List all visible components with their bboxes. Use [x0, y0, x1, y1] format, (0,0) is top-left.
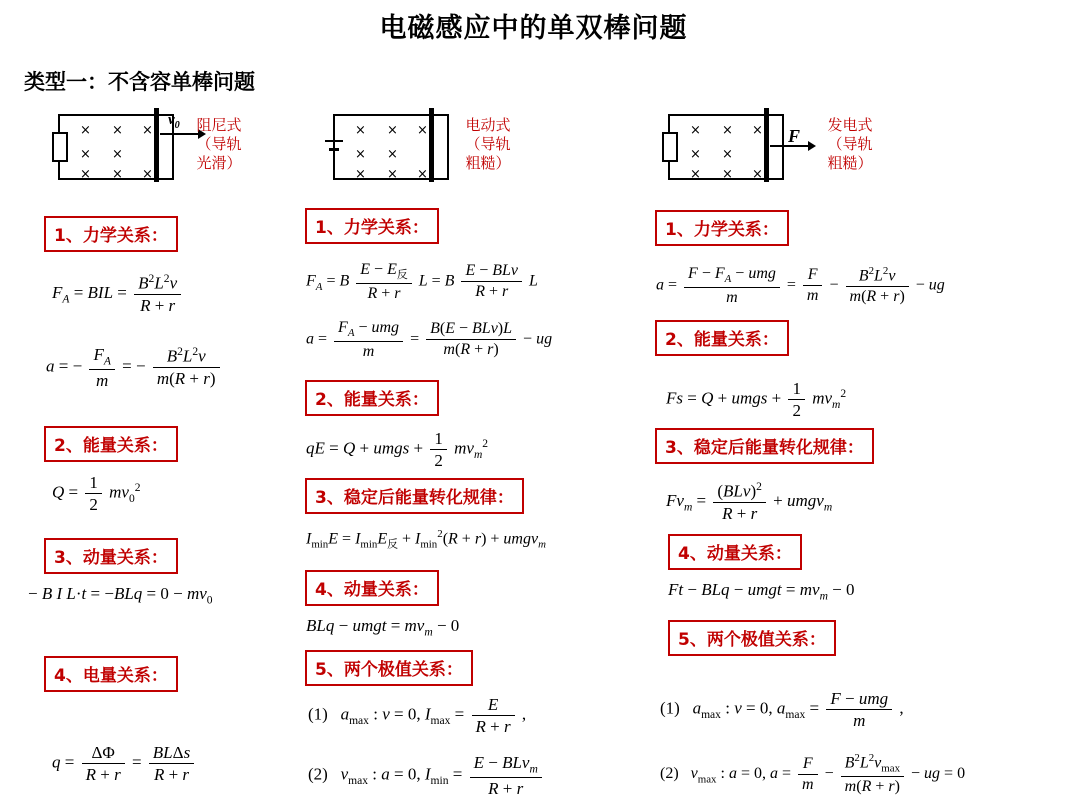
field-marker: ×	[752, 167, 763, 182]
heading-damping-momentum: 3、动量关系：	[44, 538, 178, 574]
heading-motor-steady-energy: 3、稳定后能量转化规律：	[305, 478, 524, 514]
diagram-damping-rod	[154, 108, 159, 182]
field-marker: ×	[112, 167, 123, 182]
field-marker: ×	[690, 123, 701, 138]
field-marker: ×	[722, 167, 733, 182]
heading-generator-steady-energy: 3、稳定后能量转化规律：	[655, 428, 874, 464]
diagram-damping	[50, 110, 242, 185]
heading-generator-momentum: 4、动量关系：	[668, 534, 802, 570]
diagram-generator-label-l3: 粗糙）	[827, 154, 873, 172]
formula-motor-FA: $F_A = B$ $\frac{E - E_反}{R + r}$ L = B $\frac{\text{E − BLv}}{R + r}$ L	[306, 261, 538, 302]
formula-damping-impulse: − B I $L\cdot t = -BLq = 0 - mv_0$	[28, 584, 213, 607]
field-marker: ×	[387, 123, 398, 138]
diagram-generator	[660, 110, 873, 185]
velocity-label: $v_0$	[168, 112, 180, 131]
formula-motor-a: a = $\frac{F_A - umg}{m}$ = $\frac{\text{B(E − BLv)L}}{m(R + r)}$ − ug	[306, 319, 553, 360]
diagram-motor	[325, 110, 511, 185]
diagram-damping-label-l2: （导轨	[196, 135, 242, 153]
field-marker: ×	[690, 167, 701, 182]
formula-motor-Imin: $I_{min}E = I_{min}E_反 + I_{min}^2(R + r)$ + umgv$_m$	[306, 528, 546, 551]
diagram-motor-label-l1: 电动式	[465, 116, 511, 134]
formula-motor-qE: qE = Q + umgs + $\frac{1}{2}$ $mv_m^2$	[306, 429, 489, 471]
field-marker: ×	[722, 123, 733, 138]
heading-generator-extremes: 5、两个极值关系：	[668, 620, 836, 656]
heading-motor-momentum: 4、动量关系：	[305, 570, 439, 606]
field-marker: ×	[417, 167, 428, 182]
field-marker: ×	[355, 123, 366, 138]
formula-motor-extreme-1: (1) $a_{max}$ : v = 0, $I_{max}$ = $\frac{E}{R + r}$ ,	[308, 695, 527, 737]
field-marker: ×	[722, 147, 733, 162]
diagram-damping-label-l3: 光滑）	[196, 154, 242, 172]
diagram-motor-battery-short	[329, 148, 339, 151]
diagram-motor-label-l3: 粗糙）	[465, 154, 511, 172]
heading-damping-mechanics: 1、力学关系：	[44, 216, 178, 252]
formula-generator-Fvm: $Fv_m$ = $\frac{(BLv)^2}{R + r}$ + umgv$_m$	[666, 480, 833, 523]
diagram-motor-label	[451, 116, 525, 173]
formula-damping-q: q = $\frac{\Delta\Phi}{R + r}$ = $\frac{\text{BLΔs}}{R + r}$	[52, 742, 197, 786]
field-marker: ×	[112, 147, 123, 162]
formula-generator-extreme-1: (1) $a_{max}$ : v = 0, $a_{max}$ = $\frac{\text{F − umg}}{m}$ ,	[660, 689, 904, 731]
heading-generator-mechanics: 1、力学关系：	[655, 210, 789, 246]
field-marker: ×	[417, 123, 428, 138]
formula-generator-Fs: Fs = Q + umgs + $\frac{1}{2}$ $mv_m^2$	[666, 379, 847, 421]
formula-generator-extreme-2: (2) $v_{max}$ : a = 0, a = $\frac{F}{m}$ − $\frac{B^2L^2v_{max}}{m(R + r)}$ − ug = 0	[660, 752, 966, 796]
diagram-generator-left-resistor	[662, 132, 678, 162]
heading-motor-energy: 2、能量关系：	[305, 380, 439, 416]
diagram-damping-label	[182, 116, 256, 173]
heading-motor-mechanics: 1、力学关系：	[305, 208, 439, 244]
formula-motor-extreme-2: (2) $v_{max}$ : a = 0, $I_{min}$ = $\frac{E - BLv_m}{R + r}$	[308, 752, 545, 799]
diagram-motor-label-l2: （导轨	[465, 135, 511, 153]
section-title: 类型一：不含容单棒问题	[24, 70, 255, 94]
field-marker: ×	[387, 147, 398, 162]
diagram-generator-label	[812, 116, 888, 173]
field-marker: ×	[142, 167, 153, 182]
heading-damping-charge: 4、电量关系：	[44, 656, 178, 692]
heading-damping-energy: 2、能量关系：	[44, 426, 178, 462]
field-marker: ×	[752, 123, 763, 138]
diagram-motor-battery-long	[325, 140, 343, 142]
diagram-damping-label-l1: 阻尼式	[196, 116, 242, 134]
diagram-motor-rod	[429, 108, 434, 182]
field-marker: ×	[387, 167, 398, 182]
formula-damping-FA: $F_A$ = BIL = $\frac{B^2L^2v}{R + r}$	[52, 272, 184, 316]
formula-motor-BLq: BLq − umgt = $mv_m - 0$	[306, 616, 460, 639]
diagram-generator-rod	[764, 108, 769, 182]
field-marker: ×	[112, 123, 123, 138]
formula-generator-a: a = $\frac{F - F_A - umg}{m}$ = $\frac{F}{m}$ − $\frac{B^2L^2v}{m(R + r)}$ − ug	[656, 264, 945, 306]
formula-damping-Q: Q = $\frac{1}{2}$ $mv_0^2$	[52, 473, 141, 515]
field-marker: ×	[80, 167, 91, 182]
field-marker: ×	[355, 167, 366, 182]
field-marker: ×	[690, 147, 701, 162]
heading-motor-extremes: 5、两个极值关系：	[305, 650, 473, 686]
formula-damping-a: a = − $\frac{F_A}{m}$ = − $\frac{B^2L^2v}{m(R + r)}$	[46, 344, 223, 391]
field-marker: ×	[142, 123, 153, 138]
field-marker: ×	[80, 147, 91, 162]
diagram-generator-label-l2: （导轨	[827, 135, 873, 153]
force-label: F	[788, 126, 801, 146]
heading-generator-energy: 2、能量关系：	[655, 320, 789, 356]
diagram-generator-label-l1: 发电式	[827, 116, 873, 134]
field-marker: ×	[355, 147, 366, 162]
field-marker: ×	[80, 123, 91, 138]
page-title: 电磁感应中的单双棒问题	[379, 13, 688, 44]
diagram-damping-left-resistor	[52, 132, 68, 162]
formula-generator-Ft: Ft − BLq − umgt = $mv_m - 0$	[668, 580, 855, 603]
